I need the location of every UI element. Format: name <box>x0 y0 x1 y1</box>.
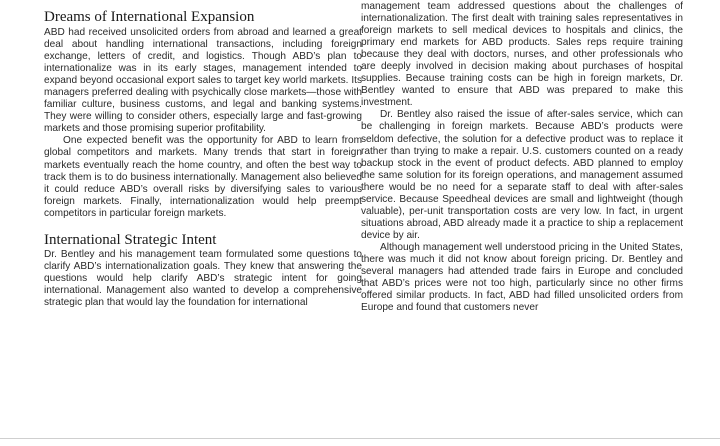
paragraph-expected-benefit: One expected benefit was the opportunity for ABD to learn from global competitors and markets. Many trends that start in foreign markets eventually reach the home country, and often the best way to track them is to do business internationally. Management also believed it could reduce ABD’s overall risks by diversifying sales to various foreign markets. Finally, internationalization would help preempt competitors in particular foreign markets. <box>44 135 362 219</box>
paragraph-foreign-pricing: Although management well understood pricing in the United States, there was much it did not know about foreign pricing. Dr. Bentley and several managers had attended trade fairs in Europe and concluded that ABD’s prices were not too high, particularly since no other firms offered similar products. In fact, ABD had filled unsolicited orders from Europe and found that customers never <box>361 241 683 314</box>
section-heading-international-expansion: Dreams of International Expansion <box>44 9 255 25</box>
left-column <box>44 0 362 309</box>
right-column <box>361 1 683 314</box>
paragraph-unsolicited-orders: ABD had received unsolicited orders from abroad and learned a great deal about handling international transactions, including foreign exchange, letters of credit, and logistics. Though ABD’s plan to internationalize was in its early stages, management intended to expand beyond occasional export sales to target key world markets. Its managers preferred dealing with psychically close markets—those with familiar culture, business customs, and legal and banking systems. They were willing to consider others, especially large and fast-growing markets and those promising superior profitability. <box>44 27 362 135</box>
section-heading-strategic-intent: International Strategic Intent <box>44 231 217 248</box>
paragraph-training-challenges: management team addressed questions about the challenges of internationalization. The first dealt with training sales representatives in foreign markets to sell medical devices to hospitals and clinics, the primary end markets for ABD products. Sales reps require training because they deal with doctors, nurses, and other professionals who are deeply involved in decision making about purchases of hospital supplies. Because training costs can be high in foreign markets, Dr. Bentley wanted to ensure that ABD was prepared to make this investment. <box>361 1 683 109</box>
paragraph-after-sales-service: Dr. Bentley also raised the issue of after-sales service, which can be challenging in foreign markets. Because ABD’s products were seldom defective, the solution for a defective product was to replace it rather than trying to make a repair. U.S. customers counted on a ready backup stock in the event of product defects. ABD planned to employ the same solution for its foreign operations, and management assumed there would be no need for a separate staff to deal with after-sales service. Because Speedheal devices are small and lightweight (though valuable), per-unit transportation costs are very low. In fact, in urgent situations abroad, ABD already made it a practice to ship a replacement device by air. <box>361 109 683 241</box>
paragraph-formulated-questions: Dr. Bentley and his management team formulated some questions to clarify ABD’s internationalization goals. They knew that answering the questions would help clarify ABD’s strategic intent for going international. Management also wanted to develop a comprehensive strategic plan that would lay the foundation for international <box>44 248 362 308</box>
page-bottom-divider <box>0 438 720 439</box>
